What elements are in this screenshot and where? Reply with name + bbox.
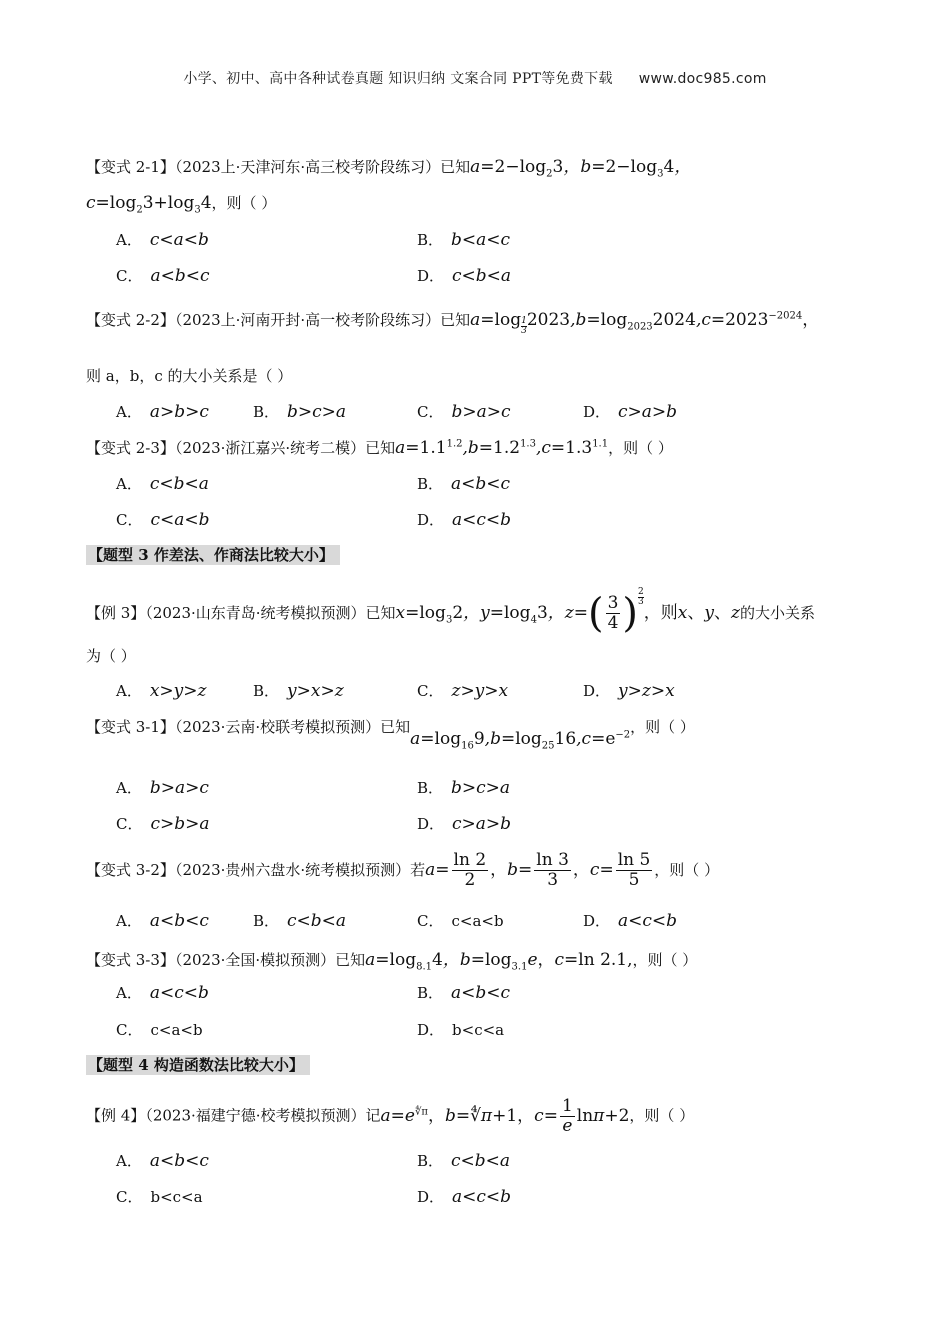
ex3-option-b-label: B．	[253, 682, 280, 700]
ex4-tail: ，则（ ）	[629, 1106, 695, 1125]
q32-option-c-label: C．	[417, 912, 444, 930]
q23-option-a[interactable]: A． c<b<a	[116, 474, 209, 494]
q21-option-c[interactable]: C． a<b<c	[116, 266, 210, 286]
q22-option-a[interactable]: A． a>b>c	[116, 402, 209, 422]
q33-option-a-label: A．	[116, 984, 142, 1002]
q23-formula: $a=1.1^{1.2},b=1.2^{1.3},c=1.3^{1.1}$	[395, 438, 609, 458]
ex4-formula: $a=e^{∜\pi}$，b=∜π+1，c= $\frac{1}{e}$ lnπ+2	[380, 1095, 630, 1136]
q22-option-d-label: D．	[583, 403, 611, 421]
q23-option-c[interactable]: C． c<a<b	[116, 510, 210, 530]
q32-option-a-label: A．	[116, 912, 142, 930]
q21-formula-c: $c=\log_23+\log_34$	[86, 193, 212, 216]
q23-source: （2023·浙江嘉兴·统考二模）已知	[174, 439, 396, 457]
q22-option-a-label: A．	[116, 403, 142, 421]
q21-option-b[interactable]: B． b<a<c	[417, 230, 511, 250]
q21-option-a[interactable]: A． c<a<b	[116, 230, 209, 250]
ex3-option-d[interactable]: D． y>z>x	[583, 681, 675, 701]
q21-tail: ，则（ ）	[211, 194, 277, 212]
ex3-option-d-label: D．	[583, 682, 611, 700]
q21-tag: 【变式 2-1】	[86, 158, 175, 176]
ex3-option-b[interactable]: B． y>x>z	[253, 681, 344, 701]
q23-option-c-label: C．	[116, 511, 143, 529]
q23-option-b-label: B．	[417, 475, 444, 493]
q31-tail: ，则（ ）	[630, 718, 695, 736]
q33-option-d-text: b<c<a	[452, 1021, 505, 1039]
q33-option-c-label: C．	[116, 1021, 143, 1039]
q23-tag: 【变式 2-3】	[86, 439, 175, 457]
q22-formula: a=log $\frac{1}{3}$ $2023,b=\log_{2023}2024,c=2023^{-2024}$，	[470, 310, 820, 336]
ex4-option-b[interactable]: B． c<b<a	[417, 1151, 511, 1171]
q21-option-d-label: D．	[417, 267, 445, 285]
q32-option-d[interactable]: D． a<c<b	[583, 911, 678, 931]
q22-option-c-label: C．	[417, 403, 444, 421]
q32-option-d-label: D．	[583, 912, 611, 930]
ex4-stem	[86, 1090, 694, 1134]
q33-option-b-label: B．	[417, 984, 444, 1002]
ex4-option-a[interactable]: A． a<b<c	[116, 1151, 209, 1171]
q33-option-c-text: c<a<b	[150, 1021, 203, 1039]
ex4-tag: 【例 4】	[86, 1106, 146, 1125]
ex4-source: （2023·福建宁德·校考模拟预测）记	[145, 1106, 381, 1125]
q22-option-b-label: B．	[253, 403, 280, 421]
q31-option-a-label: A．	[116, 779, 142, 797]
ex4-option-c[interactable]	[116, 1186, 203, 1207]
ex3-option-c-label: C．	[417, 682, 444, 700]
q21-option-b-label: B．	[417, 231, 444, 249]
q23-stem	[86, 437, 673, 458]
ex3-stem-line1	[86, 582, 815, 637]
ex3-stem-line2: 为（ ）	[86, 647, 136, 665]
q33-tag: 【变式 3-3】	[86, 951, 175, 969]
section-3-title: 【题型 3 作差法、作商法比较大小】	[86, 545, 340, 565]
q33-option-d[interactable]	[417, 1019, 504, 1040]
q33-option-b[interactable]: B． a<b<c	[417, 983, 511, 1003]
q31-option-c[interactable]: C． c>b>a	[116, 814, 210, 834]
ex3-source: （2023·山东青岛·统考模拟预测）已知	[145, 604, 396, 622]
q22-source: （2023上·河南开封·高一校考阶段练习）已知	[174, 311, 471, 329]
ex4-option-b-label: B．	[417, 1152, 444, 1170]
q22-stem-line2: 则 a，b，c 的大小关系是（ ）	[86, 367, 293, 385]
q33-option-c[interactable]	[116, 1019, 203, 1040]
q33-tail: ，则（ ）	[632, 951, 698, 969]
q32-option-c[interactable]	[417, 910, 504, 931]
q32-tag: 【变式 3-2】	[86, 861, 175, 879]
q31-option-c-label: C．	[116, 815, 143, 833]
ex3-tag: 【例 3】	[86, 604, 146, 622]
q32-option-c-text: c<a<b	[451, 912, 504, 930]
q32-option-a[interactable]: A． a<b<c	[116, 911, 209, 931]
q22-option-c[interactable]: C． b>a>c	[417, 402, 511, 422]
q31-stem	[86, 716, 695, 752]
q23-option-a-label: A．	[116, 475, 142, 493]
q31-source: （2023·云南·校联考模拟预测）已知	[174, 718, 411, 736]
ex4-option-d-label: D．	[417, 1188, 445, 1206]
ex4-option-c-label: C．	[116, 1188, 143, 1206]
q33-option-a[interactable]: A． a<c<b	[116, 983, 209, 1003]
q32-source: （2023·贵州六盘水·统考模拟预测）若	[174, 861, 426, 879]
q23-option-d-label: D．	[417, 511, 445, 529]
q21-option-a-label: A．	[116, 231, 142, 249]
ex4-option-c-text: b<c<a	[150, 1188, 203, 1206]
q33-option-d-label: D．	[417, 1021, 445, 1039]
q32-tail: ，则（ ）	[654, 861, 720, 879]
q21-stem-line1	[86, 152, 691, 179]
ex3-option-a-label: A．	[116, 682, 142, 700]
q31-option-d-label: D．	[417, 815, 445, 833]
q32-stem	[86, 848, 719, 892]
q23-tail: ，则（ ）	[608, 439, 673, 457]
q22-option-d[interactable]: D． c>a>b	[583, 402, 678, 422]
section-4-title: 【题型 4 构造函数法比较大小】	[86, 1055, 310, 1075]
q33-source: （2023·全国·模拟预测）已知	[174, 951, 366, 969]
q21-option-c-label: C．	[116, 267, 143, 285]
page-header	[0, 68, 950, 88]
q32-option-b-label: B．	[253, 912, 280, 930]
ex4-option-a-label: A．	[116, 1152, 142, 1170]
ex3-option-c[interactable]: C． z>y>x	[417, 681, 509, 701]
q23-option-b[interactable]: B． a<b<c	[417, 474, 511, 494]
q33-stem	[86, 945, 697, 972]
q22-tag: 【变式 2-2】	[86, 311, 175, 329]
q32-option-b[interactable]: B． c<b<a	[253, 911, 347, 931]
q31-option-a[interactable]: A． b>a>c	[116, 778, 209, 798]
q31-formula: $a=\log_{16}9,b=\log_{25}16,c=e^{-2}$	[410, 729, 631, 752]
ex4-option-d[interactable]: D． a<c<b	[417, 1187, 512, 1207]
q21-option-d[interactable]: D． c<b<a	[417, 266, 512, 286]
ex3-tail: 的大小关系	[739, 604, 815, 622]
q22-option-b[interactable]: B． b>c>a	[253, 402, 347, 422]
q21-formula-a: $a=2-\log_23$，$b=2-\log_34$，	[470, 157, 692, 180]
q33-formula: $a=\log_{8.1}4$，$b=\log_{3.1}e$，c=ln 2.1,	[365, 950, 633, 973]
q31-option-d[interactable]: D． c>a>b	[417, 814, 512, 834]
q31-option-b-label: B．	[417, 779, 444, 797]
q22-stem-line1	[86, 305, 819, 336]
q21-source: （2023上·天津河东·高三校考阶段练习）已知	[174, 158, 471, 176]
q32-formula: a= $\frac{\ln 2}{2}$ ，b= $\frac{\ln 3}{3}$ ，c= $\frac{\ln 5}{5}$	[425, 850, 651, 890]
q31-option-b[interactable]: B． b>c>a	[417, 778, 511, 798]
header-text: 小学、初中、高中各种试卷真题 知识归纳 文案合同 PPT等免费下载	[183, 71, 613, 87]
ex3-formula: $x=\log_32$，$y=\log_43$，z=( $\frac{3}{4}$ ) $^{\frac{2}{3}}$ ，则x、y、z	[395, 587, 740, 637]
q31-tag: 【变式 3-1】	[86, 718, 175, 736]
header-site: www.doc985.com	[638, 71, 767, 87]
q21-stem-line2	[86, 192, 276, 215]
ex3-option-a[interactable]: A． x>y>z	[116, 681, 207, 701]
q23-option-d[interactable]: D． a<c<b	[417, 510, 512, 530]
